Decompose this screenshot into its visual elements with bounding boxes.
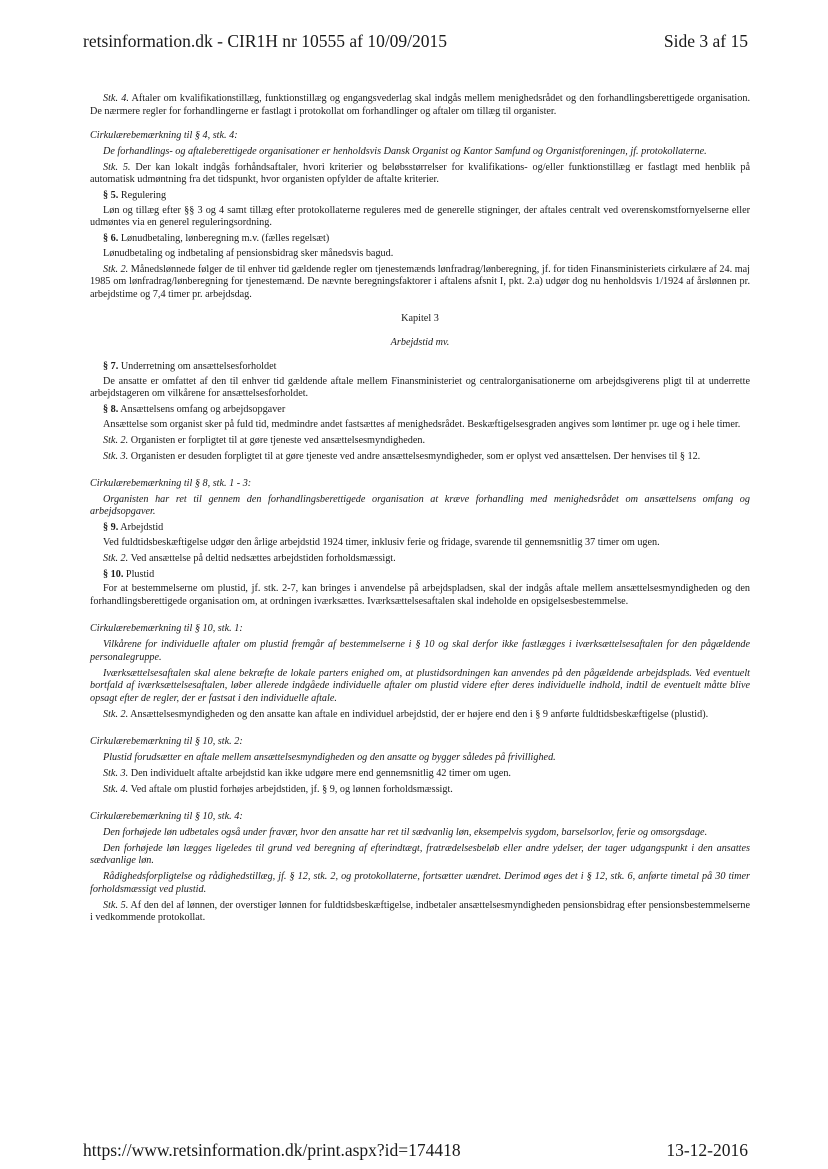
chapter-title: Arbejdstid mv. bbox=[390, 337, 450, 349]
circular-note-text: Den forhøjede løn lægges ligeledes til grund ved beregning af efterindtægt, fratrædelsesbeløb eller andre ydelser, der tager udgangspunkt i den ansattes sædvanlige løn. bbox=[90, 842, 750, 867]
paragraph bbox=[90, 709, 750, 722]
page-header bbox=[83, 31, 748, 57]
stk-label: Stk. 3. bbox=[103, 767, 129, 779]
stk-label: Stk. 2. bbox=[103, 263, 129, 275]
paragraph bbox=[90, 553, 750, 566]
section-number: § 6. bbox=[103, 233, 119, 245]
circular-note-text: Vilkårene for individuelle aftaler om plustid fremgår af bestemmelserne i § 10 og skal derfor ikke fastlægges i iværksættelsesaftalen for den pågældende personalegruppe. bbox=[90, 639, 750, 663]
section-heading bbox=[90, 404, 750, 417]
circular-note-text: Plustid forudsætter en aftale mellem ansættelsesmyndigheden og den ansatte og bygger således på frivillighed. bbox=[103, 751, 556, 763]
section-title: Plustid bbox=[125, 568, 155, 580]
document-title: retsinformation.dk - CIR1H nr 10555 af 10/09/2015 bbox=[83, 31, 448, 51]
paragraph-text: Ved aftale om plustid forhøjes arbejdstiden, jf. § 9, og lønnen forholdsmæssigt. bbox=[130, 783, 453, 795]
print-date: 13-12-2016 bbox=[666, 1140, 748, 1160]
section-title: Arbejdstid bbox=[120, 522, 164, 534]
stk-label: Stk. 5. bbox=[103, 899, 129, 911]
circular-note-text: Den forhøjede løn udbetales også under fravær, hvor den ansatte har ret til sædvanlig løn, eksempelvis sygdom, barselsorlov, ferie og omsorgsdage. bbox=[103, 826, 708, 838]
paragraph-text: Ved ansættelse på deltid nedsættes arbejdstiden forholdsmæssigt. bbox=[130, 552, 396, 564]
section-number: § 7. bbox=[103, 361, 119, 373]
section-number: § 5. bbox=[103, 190, 119, 202]
section-number: § 9. bbox=[103, 522, 119, 534]
paragraph-text: Den individuelt aftalte arbejdstid kan ikke udgøre mere end gennemsnitlig 42 timer om ugen. bbox=[130, 767, 511, 779]
paragraph bbox=[90, 768, 750, 781]
paragraph bbox=[90, 435, 750, 448]
circular-note-heading: Cirkulærebemærkning til § 10, stk. 2: bbox=[90, 735, 243, 747]
paragraph: De ansatte er omfattet af den til enhver tid gældende aftale mellem Finansministeriet og centralorganisationerne om arbejdsgiverens pligt til at underrette arbejdstageren om vilkårene for ansættelsesforholdet. bbox=[90, 375, 750, 400]
source-url[interactable]: https://www.retsinformation.dk/print.aspx?id=174418 bbox=[83, 1140, 461, 1160]
circular-note-heading: Cirkulærebemærkning til § 10, stk. 1: bbox=[90, 623, 243, 635]
circular-note-heading: Cirkulærebemærkning til § 10, stk. 4: bbox=[90, 810, 243, 822]
paragraph: Ansættelse som organist sker på fuld tid, medmindre andet fastsættes af menighedsrådet. Beskæftigelsesgraden angives som løntimer pr. uge og i hele timer. bbox=[103, 418, 741, 430]
section-heading bbox=[90, 522, 750, 535]
circular-note-heading: Cirkulærebemærkning til § 4, stk. 4: bbox=[90, 129, 238, 141]
page-footer bbox=[83, 1140, 748, 1164]
chapter-number: Kapitel 3 bbox=[401, 313, 439, 325]
circular-note-text: Organisten har ret til gennem den forhandlingsberettigede organisation at kræve forhandling med menighedsrådet om ansættelsens omfang og arbejdsopgaver. bbox=[90, 493, 750, 518]
paragraph bbox=[90, 93, 750, 118]
paragraph-text: Ansættelsesmyndigheden og den ansatte kan aftale en individuel arbejdstid, der er højere end den i § 9 anførte fuldtidsbeskæftigelse (plustid). bbox=[130, 708, 709, 720]
circular-note-text: Rådighedsforpligtelse og rådighedstillæg, jf. § 12, stk. 2, og protokollaterne, fortsætter uændret. Derimod øges det i § 12, stk. 6, anførte timetal på 30 timer forholdsmæssigt ved plustid. bbox=[90, 871, 750, 895]
paragraph: Lønudbetaling og indbetaling af pensionsbidrag sker månedsvis bagud. bbox=[103, 247, 394, 259]
stk-label: Stk. 2. bbox=[103, 434, 129, 446]
paragraph-text: Månedslønnede følger de til enhver tid gældende regler om tjenestemænds lønfradrag/lønberegning, jf. for tiden Finansministeriets cirkulære af 24. maj 1985 om lønfradrag/lønberegning for tjenestemænd. De nævnte beregningsfaktorer i aftalens afsnit I, pkt. 2.a) udgør dog nu henholdsvis 1/1924 af årslønnen pr. arbejdstime og 7,4 timer pr. arbejdsdag. bbox=[90, 263, 751, 301]
section-title: Regulering bbox=[120, 190, 167, 202]
stk-label: Stk. 4. bbox=[103, 783, 129, 795]
paragraph-text: Der kan lokalt indgås forhåndsaftaler, hvori kriterier og beløbsstørrelser for kvalifikations- og/eller funktionstillæg er fastlagt med henblik på automatisk udmøntning fra det tidspunkt, hvor organisten opfylder de aftalte kriterier. bbox=[90, 161, 751, 186]
paragraph bbox=[90, 900, 750, 925]
section-heading bbox=[90, 361, 750, 374]
circular-note-text: Iværksættelsesaftalen skal alene bekræfte de lokale parters enighed om, at plustidsordningen kan anvendes på den pågældende arbejdsplads. Ved eventuelt bortfald af iværksættelsesaftalen, løber allerede indgåede individuelle aftaler om plustid videre efter deres individuelle indhold, indtil de eventuelt måtte blive opsagt efter de regler, der er fastsat i den individuelle aftale. bbox=[90, 667, 750, 704]
paragraph-text: Af den del af lønnen, der overstiger lønnen for fuldtidsbeskæftigelse, indbetaler ansættelsesmyndigheden pensionsbidrag efter pensionsbestemmelserne i vedkommende protokollat. bbox=[90, 899, 750, 924]
section-number: § 10. bbox=[103, 568, 124, 580]
paragraph: Løn og tillæg efter §§ 3 og 4 samt tillæg efter protokollaterne reguleres med de generelle stigninger, der aftales centralt ved overenskomstfornyelserne eller udmøntes via en generel reguleringsordning. bbox=[90, 204, 750, 229]
paragraph-text: Organisten er desuden forpligtet til at gøre tjeneste ved andre ansættelsesmyndigheder, som er oplyst ved ansættelsen. Der henvises til § 12. bbox=[130, 450, 701, 462]
stk-label: Stk. 2. bbox=[103, 552, 129, 564]
document-body bbox=[90, 93, 750, 928]
paragraph bbox=[90, 264, 750, 302]
page-number: Side 3 af 15 bbox=[663, 31, 748, 51]
stk-label: Stk. 5. bbox=[103, 161, 131, 173]
section-title: Underretning om ansættelsesforholdet bbox=[120, 361, 277, 373]
paragraph-text: Organisten er forpligtet til at gøre tjeneste ved ansættelsesmyndigheden. bbox=[130, 434, 426, 446]
paragraph: Ved fuldtidsbeskæftigelse udgør den årlige arbejdstid 1924 timer, inklusiv ferie og fridage, svarende til gennemsnitlig 37 timer om ugen. bbox=[103, 536, 660, 548]
paragraph bbox=[90, 162, 750, 187]
paragraph: For at bestemmelserne om plustid, jf. stk. 2-7, kan bringes i anvendelse på arbejdspladsen, skal der indgås aftale mellem ansættelsesmyndigheden og den forhandlingsberettigede organisation om, at ordningen iværksættes. Iværksættelsesaftalen skal indeholde en opsigelsesbestemmelse. bbox=[90, 583, 750, 608]
paragraph-text: Aftaler om kvalifikationstillæg, funktionstillæg og engangsvederlag skal indgås mellem menighedsrådet og den forhandlingsberettigede organisation. De nærmere regler for forhandlingerne er fastlagt i protokollat om forhandlinger og aftaler om tillæg til organister. bbox=[90, 93, 750, 117]
paragraph bbox=[90, 451, 750, 464]
stk-label: Stk. 3. bbox=[103, 450, 129, 462]
section-heading bbox=[90, 190, 750, 203]
circular-note-text: De forhandlings- og aftaleberettigede organisationer er henholdsvis Dansk Organist og Kantor Samfund og Organistforeningen, jf. protokollaterne. bbox=[103, 145, 707, 157]
section-heading bbox=[90, 233, 750, 246]
stk-label: Stk. 4. bbox=[103, 93, 129, 104]
section-title: Lønudbetaling, lønberegning m.v. (fælles regelsæt) bbox=[120, 233, 330, 245]
section-title: Ansættelsens omfang og arbejdsopgaver bbox=[120, 404, 286, 416]
section-heading bbox=[90, 569, 750, 582]
circular-note-heading: Cirkulærebemærkning til § 8, stk. 1 - 3: bbox=[90, 477, 252, 489]
paragraph bbox=[90, 784, 750, 797]
section-number: § 8. bbox=[103, 404, 119, 416]
stk-label: Stk. 2. bbox=[103, 708, 129, 720]
